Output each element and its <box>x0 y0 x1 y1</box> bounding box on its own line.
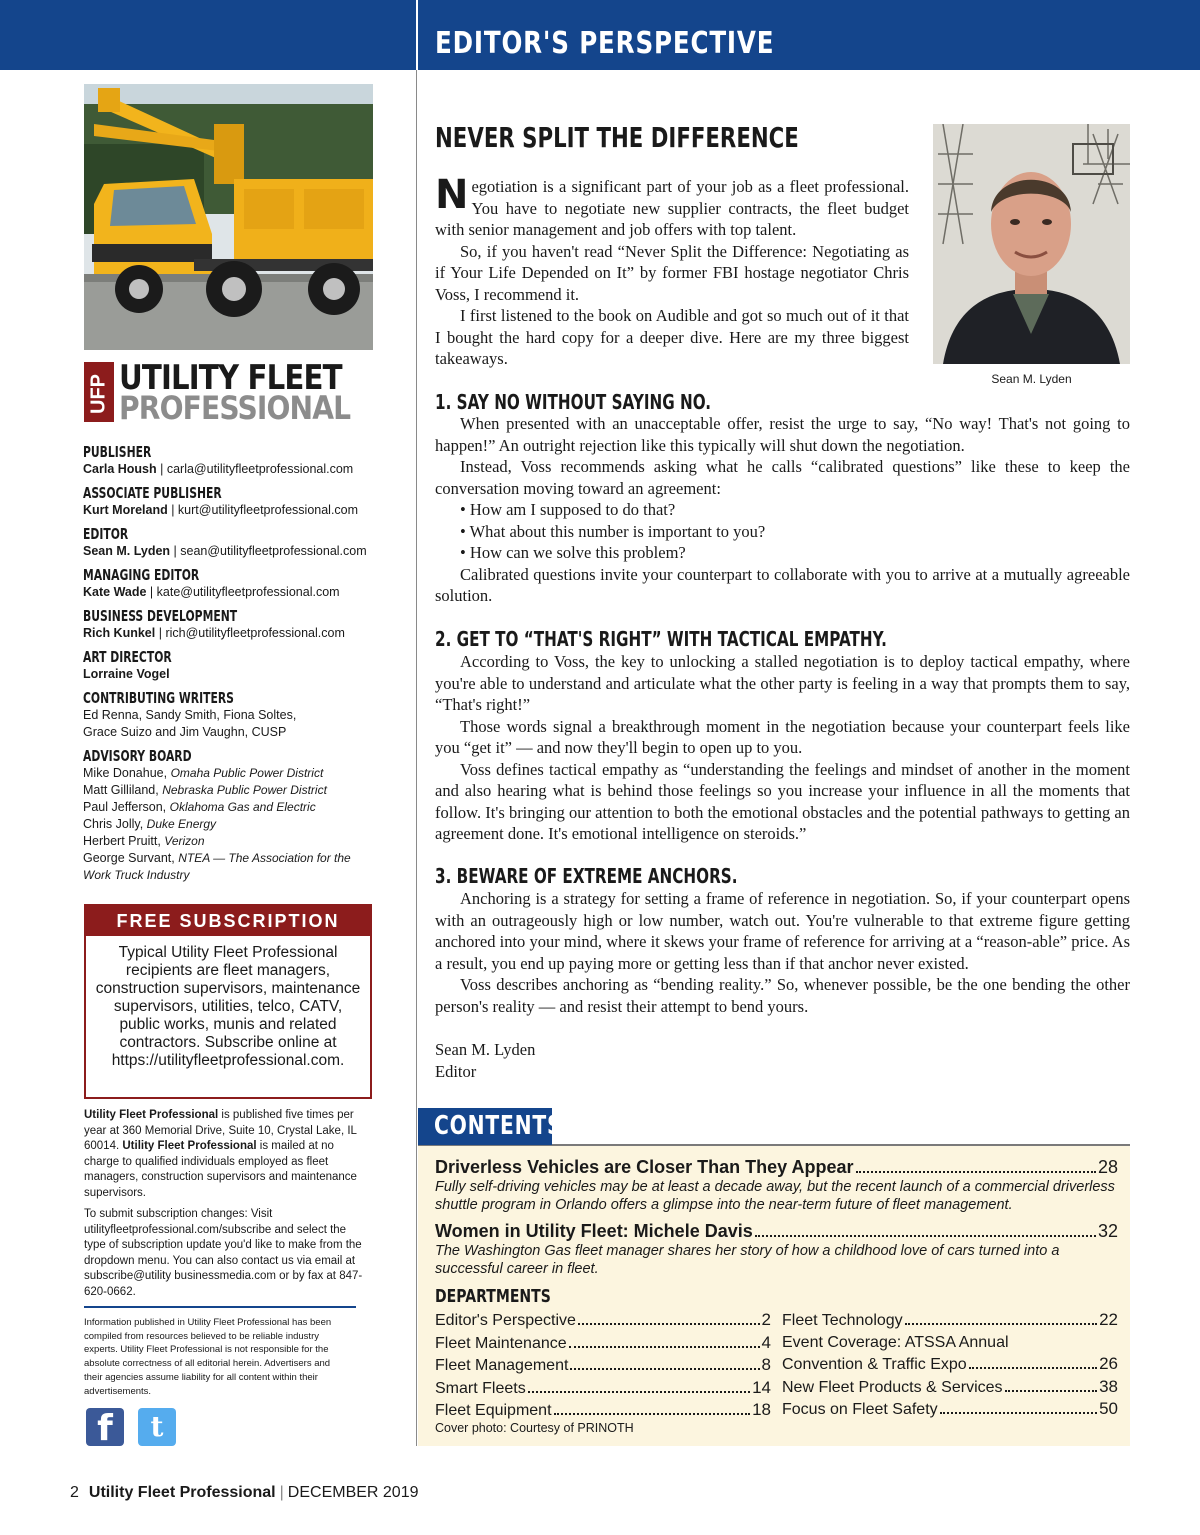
section-3-body <box>435 888 1130 1017</box>
advisory-org: Verizon <box>164 834 205 848</box>
contributing-writers-label: CONTRIBUTING WRITERS <box>83 689 234 707</box>
article-signoff <box>435 1039 535 1082</box>
bullet-item: • What about this number is important to you? <box>460 521 766 541</box>
masthead-email: | rich@utilityfleetprofessional.com <box>155 626 345 640</box>
section-heading-3: 3. BEWARE OF EXTREME ANCHORS. <box>435 864 738 888</box>
masthead-name: Rich Kunkel <box>83 626 156 640</box>
department-page: 2 <box>761 1310 771 1329</box>
divider <box>84 1306 356 1308</box>
leader-dots <box>578 1323 760 1325</box>
contents-title: CONTENTS <box>434 1111 563 1141</box>
leader-dots <box>969 1367 1097 1369</box>
footer-magazine: Utility Fleet Professional <box>88 1484 276 1501</box>
feature-description: The Washington Gas fleet manager shares her story of how a childhood love of cars turned into a successful career in fleet. <box>435 1243 1060 1277</box>
advisory-org: Oklahoma Gas and Electric <box>169 800 316 814</box>
department-page: 4 <box>761 1332 771 1352</box>
column-divider <box>416 70 417 1446</box>
masthead-label: BUSINESS DEVELOPMENT <box>83 607 238 625</box>
intro-text: egotiation is a significant part of your job as a fleet professional. You have to negotiate new supplier contracts, the fleet budget with senior management and job offers with top talent. <box>435 177 909 239</box>
leader-dots <box>569 1346 760 1348</box>
pub-brand: Utility Fleet Professional <box>84 1109 219 1121</box>
subscription-body: recipients are fleet managers, construction supervisors, maintenance supervisors, utilities, telco, CATV, public works, munis and related contractors. Subscribe online at <box>95 962 361 1051</box>
leader-dots <box>570 1368 759 1370</box>
department-page: 14 <box>752 1377 771 1397</box>
intro-paragraph: I first listened to the book on Audible and got so much out of it that I bought the hard copy for a deeper dive. Here are my three biggest takeaways. <box>435 306 909 368</box>
section-title: EDITOR'S PERSPECTIVE <box>435 26 775 61</box>
department-entry[interactable] <box>782 1332 1118 1354</box>
body-paragraph: Anchoring is a strategy for setting a frame of reference in negotiation. So, if your counterpart opens with an outrageously high or low number, watch out. You're vulnerable to that extreme figure getting anchored into your mind, where it skews your frame of reference for arriving at a “reason-able” price. As a result, you end up paying more or getting less than if that anchor never existed. <box>435 889 1130 973</box>
advisory-member <box>83 833 383 850</box>
drop-cap: N <box>435 172 469 218</box>
banner-divider <box>416 0 418 70</box>
department-title: Event Coverage: ATSSA Annual <box>782 1333 1009 1351</box>
department-entry[interactable] <box>435 1309 771 1332</box>
masthead-name: Kate Wade <box>83 585 147 599</box>
twitter-icon[interactable]: t <box>138 1408 176 1446</box>
magazine-logo <box>84 360 374 426</box>
advisory-name: Paul Jefferson, <box>83 800 170 814</box>
logo-badge <box>84 362 114 422</box>
body-paragraph: Instead, Voss recommends asking what he calls “calibrated questions” like these to keep the conversation moving toward an agreement: <box>435 457 1130 498</box>
department-entry[interactable] <box>782 1376 1118 1399</box>
footer-issue: DECEMBER 2019 <box>287 1484 419 1501</box>
department-entry[interactable] <box>782 1309 1118 1332</box>
department-page: 26 <box>1099 1354 1118 1373</box>
leader-dots <box>528 1391 750 1393</box>
bucket-truck-photo <box>84 84 373 350</box>
department-entry[interactable] <box>782 1398 1118 1421</box>
author-name: Sean M. Lyden <box>435 1040 536 1059</box>
leader-dots <box>1005 1390 1098 1392</box>
photo-caption: Sean M. Lyden <box>991 372 1072 386</box>
department-entry[interactable] <box>435 1354 771 1377</box>
masthead-label: PUBLISHER <box>83 443 152 461</box>
department-page: 18 <box>752 1400 771 1419</box>
department-title: Fleet Equipment <box>435 1402 552 1419</box>
body-paragraph: Those words signal a breakthrough moment in the negotiation because your counterpart feels like you “get it” — and now they'll begin to open up to you. <box>435 716 1130 757</box>
advisory-name: George Survant, <box>83 851 179 865</box>
body-paragraph: According to Voss, the key to unlocking a stalled negotiation is to deploy tactical empathy, where you're able to understand and articulate what the other party is feeling in a way that prompts them to say, “That's right!” <box>435 652 1130 714</box>
page-footer <box>70 1484 419 1502</box>
advisory-member <box>83 850 383 867</box>
free-subscription-box <box>84 904 372 1099</box>
masthead-email: | kurt@utilityfleetprofessional.com <box>167 503 359 517</box>
leader-dots <box>856 1171 1096 1173</box>
masthead-label: MANAGING EDITOR <box>83 566 200 584</box>
departments-label: DEPARTMENTS <box>435 1286 551 1307</box>
logo-line-2: PROFESSIONAL <box>119 389 351 427</box>
department-page: 22 <box>1099 1310 1118 1329</box>
advisory-name: Herbert Pruitt, <box>83 834 165 848</box>
department-title: New Fleet Products & Services <box>782 1378 1003 1396</box>
logo-line-1: UTILITY FLEET <box>119 358 342 398</box>
leader-dots <box>554 1413 751 1415</box>
advisory-org: Omaha Public Power District <box>170 766 324 780</box>
pub-text: is published five times per year at 360 Memorial Drive, Suite 10, Crystal Lake, IL 60014. <box>84 1109 357 1152</box>
section-1-body <box>435 413 1130 607</box>
pub-text: is mailed at no charge to qualified individuals employed as fleet managers, construction supervisors and maintenance supervisors. <box>84 1140 357 1199</box>
department-entry[interactable] <box>435 1399 771 1422</box>
masthead-email: | kate@utilityfleetprofessional.com <box>146 585 340 599</box>
masthead <box>83 441 383 884</box>
contributing-writers: Ed Renna, Sandy Smith, Fiona Soltes, <box>83 708 297 722</box>
feature-row <box>435 1156 1118 1178</box>
publication-statement <box>84 1108 369 1201</box>
department-page: 38 <box>1099 1376 1118 1396</box>
advisory-member <box>83 765 383 782</box>
advisory-name: Mike Donahue, <box>83 766 171 780</box>
article-intro <box>435 172 909 370</box>
feature-entry[interactable] <box>435 1220 1118 1278</box>
intro-paragraph <box>435 172 909 241</box>
feature-title: Women in Utility Fleet: Michele Davis <box>435 1221 753 1241</box>
body-paragraph: Voss defines tactical empathy as “understanding the feelings and mindset of another in the moment and also hearing what is behind those feelings so you increase your influence in all the moments that follow. It's bringing our attention to both the emotional obstacles and the potential pathways to getting an agreement done. It's emotional intelligence on steroids.” <box>435 759 1130 843</box>
advisory-org: Work Truck Industry <box>83 868 190 882</box>
masthead-label: ART DIRECTOR <box>83 648 172 666</box>
masthead-email: | carla@utilityfleetprofessional.com <box>156 462 354 476</box>
page-number: 2 <box>70 1484 79 1501</box>
logo-abbreviation: UFP <box>87 374 110 414</box>
advisory-member <box>83 799 383 816</box>
department-title: Editor's Perspective <box>435 1312 576 1329</box>
contributing-writers: Grace Suizo and Jim Vaughn, CUSP <box>83 725 287 739</box>
masthead-name: Lorraine Vogel <box>83 667 170 681</box>
feature-page: 32 <box>1097 1221 1118 1241</box>
publication-info <box>84 1108 369 1300</box>
feature-page: 28 <box>1097 1157 1118 1177</box>
section-heading-1: 1. SAY NO WITHOUT SAYING NO. <box>435 390 712 414</box>
advisory-org: Nebraska Public Power District <box>162 783 327 797</box>
department-entry[interactable] <box>435 1377 771 1400</box>
masthead-name: Kurt Moreland <box>83 503 168 517</box>
advisory-board-label: ADVISORY BOARD <box>83 747 192 765</box>
department-title: Fleet Maintenance <box>435 1334 567 1352</box>
masthead-entry <box>83 584 383 601</box>
subscription-heading: FREE SUBSCRIPTION <box>86 906 370 936</box>
masthead-label: ASSOCIATE PUBLISHER <box>83 484 222 502</box>
masthead-entry <box>83 666 383 683</box>
advisory-member <box>83 816 383 833</box>
body-paragraph: When presented with an unacceptable offer, resist the urge to say, “No way! That's not going to happen!” An outright rejection like this typically will shut down the negotiation. <box>435 414 1130 455</box>
department-entry[interactable] <box>435 1332 771 1355</box>
subscription-link[interactable]: https://utilityfleetprofessional.com. <box>111 1052 345 1069</box>
article-headline: NEVER SPLIT THE DIFFERENCE <box>435 121 799 154</box>
masthead-entry <box>83 502 383 519</box>
author-title: Editor <box>435 1061 477 1081</box>
advisory-org: Duke Energy <box>146 817 217 831</box>
section-heading-2: 2. GET TO “THAT'S RIGHT” WITH TACTICAL EMPATHY. <box>435 627 887 651</box>
section-2-body <box>435 651 1130 845</box>
advisory-name: Matt Gilliland, <box>83 783 163 797</box>
advisory-member <box>83 867 383 884</box>
pub-brand: Utility Fleet Professional <box>122 1140 257 1152</box>
subscription-changes: To submit subscription changes: Visit utilityfleetprofessional.com/subscribe and select the type of subscription update you'd like to make from the dropdown menu. You can also contact us via email at subscribe@utility businessmedia.com or by fax at 847-620-0662. <box>84 1208 363 1298</box>
departments-right-column <box>782 1309 1118 1421</box>
footer-separator: | <box>279 1484 284 1501</box>
department-title: Fleet Technology <box>782 1312 903 1329</box>
department-title: Smart Fleets <box>435 1379 526 1397</box>
feature-entry[interactable] <box>435 1156 1118 1214</box>
body-paragraph: Voss describes anchoring as “bending reality.” So, whenever possible, be the one bending the other person's reality — and resist their attempt to bend yours. <box>435 975 1130 1016</box>
advisory-org: NTEA — The Association for the <box>178 851 351 865</box>
subscription-brand: Utility Fleet Professional <box>171 944 338 961</box>
feature-row <box>435 1220 1118 1242</box>
department-page: 8 <box>761 1355 771 1374</box>
feature-title: Driverless Vehicles are Closer Than They Appear <box>435 1157 854 1177</box>
masthead-entry <box>83 461 383 478</box>
masthead-name: Sean M. Lyden <box>83 544 171 558</box>
masthead-label: EDITOR <box>83 525 129 543</box>
feature-description: Fully self-driving vehicles may be at least a decade away, but the recent launch of a commercial driverless shuttle program in Orlando offers a glimpse into the near-term future of fleet management. <box>435 1179 1115 1213</box>
bullet-item: • How can we solve this problem? <box>460 543 686 562</box>
department-title: Fleet Management <box>435 1357 569 1374</box>
intro-paragraph: So, if you haven't read “Never Split the Difference: Negotiating as if Your Life Depended on It” by former FBI hostage negotiator Chris Voss, I recommend it. <box>435 241 909 304</box>
editor-portrait-photo <box>933 124 1130 364</box>
disclaimer: Information published in Utility Fleet Professional has been compiled from resources believed to be reliable industry experts. Utility Fleet Professional is not responsible for the absolute correctness of all editorial herein. Advertisers and their agencies assume liability for all content within their advertisements. <box>84 1317 332 1397</box>
masthead-entry <box>83 543 383 560</box>
masthead-name: Carla Housh <box>83 462 157 476</box>
masthead-entry <box>83 625 383 642</box>
subscription-text <box>86 936 370 1070</box>
subscription-lead: Typical <box>118 944 172 961</box>
leader-dots <box>755 1235 1096 1237</box>
bullet-item: • How am I supposed to do that? <box>460 500 676 519</box>
cover-photo-credit: Cover photo: Courtesy of PRINOTH <box>435 1421 634 1435</box>
advisory-name: Chris Jolly, <box>83 817 147 831</box>
masthead-email: | sean@utilityfleetprofessional.com <box>170 544 367 558</box>
advisory-member <box>83 782 383 799</box>
leader-dots <box>905 1323 1097 1325</box>
body-paragraph: Calibrated questions invite your counterpart to collaborate with you to arrive at a mutually agreeable solution. <box>435 564 1130 605</box>
leader-dots <box>940 1412 1097 1414</box>
department-page: 50 <box>1099 1399 1118 1418</box>
department-title: Convention & Traffic Expo <box>782 1356 967 1373</box>
departments-left-column <box>435 1309 771 1422</box>
department-title: Focus on Fleet Safety <box>782 1401 938 1418</box>
department-entry[interactable] <box>782 1353 1118 1376</box>
facebook-icon[interactable]: f <box>86 1408 124 1446</box>
